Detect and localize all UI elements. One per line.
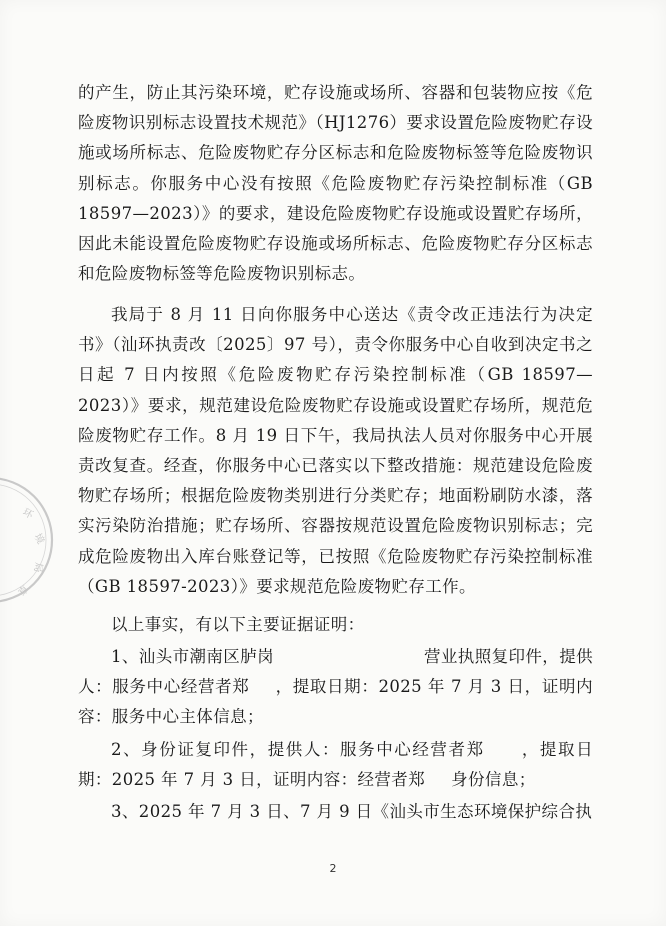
evidence-1-block xyxy=(78,642,593,733)
evidence-item-1 xyxy=(78,642,593,733)
body-text-3 xyxy=(78,610,593,640)
page-number: 2 xyxy=(329,862,337,875)
svg-text:环: 环 xyxy=(20,506,35,522)
body-text-2 xyxy=(78,300,593,602)
paragraph-3: 以上事实，有以下主要证据证明： xyxy=(111,615,365,634)
evidence-2-rest2: 身份信息； xyxy=(451,770,536,790)
svg-text:境: 境 xyxy=(31,532,46,547)
evidence-1-prefix: 1、汕头市潮南区胪岗 xyxy=(111,647,274,666)
evidence-2-prefix: 2、身份证复印件，提供人：服务中心经营者郑 xyxy=(111,740,485,759)
official-seal-partial xyxy=(0,470,60,610)
body-text xyxy=(78,78,593,289)
svg-text:局: 局 xyxy=(31,561,44,574)
svg-text:章: 章 xyxy=(14,581,30,597)
paragraph-1: 的产生，防止其污染环境，贮存设施或场所、容器和包装物应按《危险废物识别标志设置技术规范》（HJ1276）要求设置危险废物贮存设施或场所标志、危险废物贮存分区标志和危险废物标签等危险废物识别标志。你服务中心没有按照《危险废物贮存污染控制标准（GB 18597—2023）》的要求，建设危险废物贮存设施或设置贮存场所，因此未能设置危险废物贮存设施或场所标志、危险废物贮存分区标志和危险废物标签等危险废物识别标志。 xyxy=(78,83,593,284)
evidence-1-rest2: ，提取日期：2025 年 7 月 3 日，证明内容：服务中心主体信息； xyxy=(78,677,594,727)
evidence-1-rest: 营业执照复印件，提供人：服务中心经营者郑 xyxy=(78,647,593,697)
evidence-3-block xyxy=(78,797,593,827)
evidence-item-2 xyxy=(78,735,593,795)
evidence-2-block xyxy=(78,735,593,795)
evidence-item-3: 3、2025 年 7 月 3 日、7 月 9 日《汕头市生态环境保护综合执 xyxy=(111,802,593,821)
evidence-2-rest: ，提取日期：2025 年 7 月 3 日，证明内容：经营者郑 xyxy=(78,740,593,790)
paragraph-2: 我局于 8 月 11 日向你服务中心送达《责令改正违法行为决定书》（汕环执责改〔2025〕97 号），责令你服务中心自收到决定书之日起 7 日内按照《危险废物贮存污染控制标准（GB 18597—2023）》要求，规范建设危险废物贮存设施或设置贮存场所，规范危险废物贮存工作。8 月 19 日下午，我局执法人员对你服务中心开展责改复查。经查，你服务中心已落实以下整改措施：规范建设危险废物贮存场所；根据危险废物类别进行分类贮存；地面粉刷防水漆，落实污染防治措施；贮存场所、容器按规范设置危险废物识别标志；完成危险废物出入库台账登记等，已按照《危险废物贮存污染控制标准（GB 18597-2023）》要求规范危险废物贮存工作。 xyxy=(78,305,593,596)
